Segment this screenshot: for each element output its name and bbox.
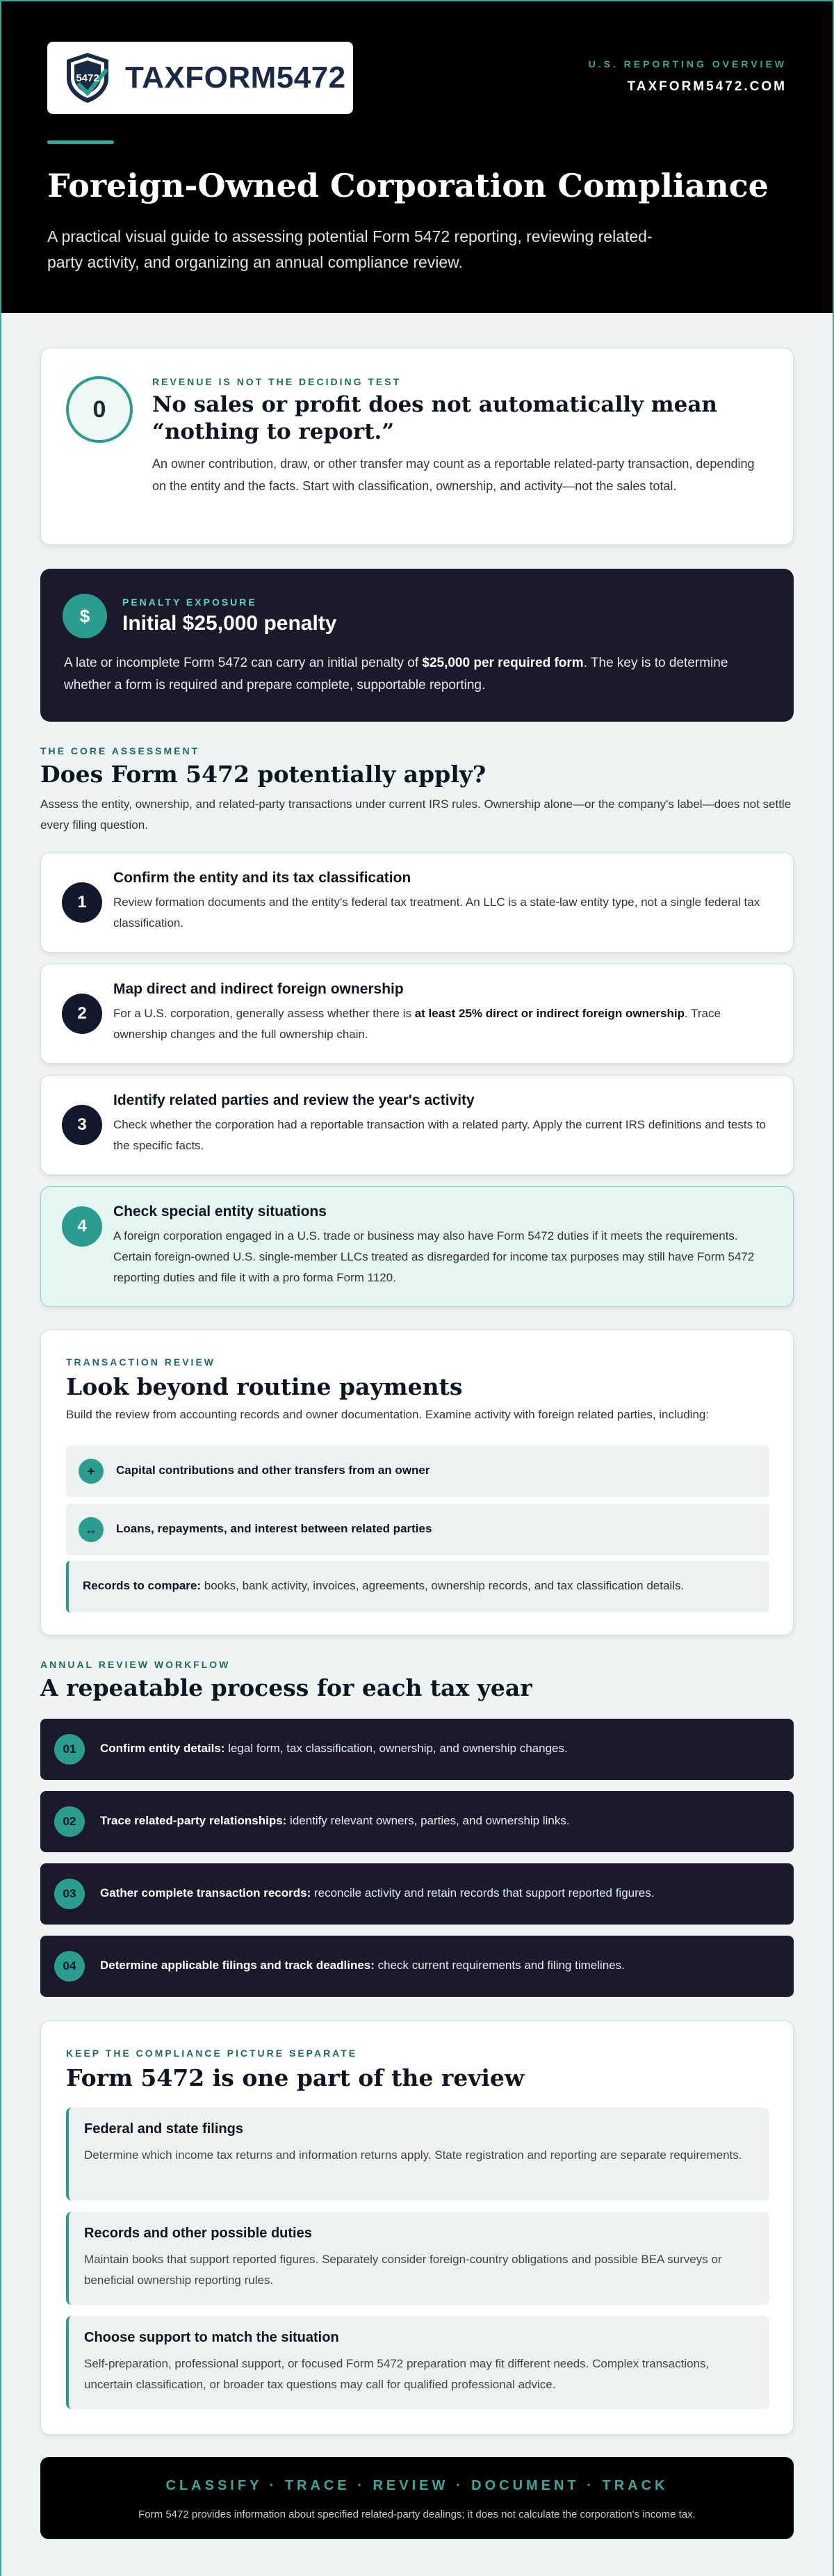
core-title: Does Form 5472 potentially apply? <box>40 761 486 788</box>
step-body <box>113 1003 774 1045</box>
step-title: Identify related parties and review the year's activity <box>113 1092 475 1108</box>
core-eyebrow: THE CORE ASSESSMENT <box>40 745 200 756</box>
compliance-item-body: Determine which income tax returns and information returns apply. State registration and reporting are separate requirements. <box>84 2148 742 2162</box>
step-number: 2 <box>62 994 102 1034</box>
workflow-eyebrow: ANNUAL REVIEW WORKFLOW <box>40 1659 231 1670</box>
compliance-item <box>66 2212 769 2305</box>
workflow-step-detail: legal form, tax classification, ownership, and ownership changes. <box>224 1742 568 1755</box>
workflow-step-number: 02 <box>54 1806 85 1837</box>
workflow-step-detail: identify relevant owners, parties, and ownership links. <box>286 1814 570 1827</box>
logo-text: TAXFORM5472 <box>125 60 346 95</box>
workflow-title: A repeatable process for each tax year <box>40 1674 532 1701</box>
compliance-item-title: Choose support to match the situation <box>84 2330 339 2345</box>
step-title: Check special entity situations <box>113 1204 327 1220</box>
assessment-step-2 <box>40 964 794 1064</box>
footer-tagline: CLASSIFY · TRACE · REVIEW · DOCUMENT · TRACK <box>165 2478 669 2493</box>
compliance-item <box>66 2316 769 2409</box>
transaction-item-label: Capital contributions and other transfers from an owner <box>116 1464 430 1477</box>
workflow-step-3 <box>40 1863 794 1925</box>
assessment-step-4 <box>40 1186 794 1307</box>
compliance-item-body: Self-preparation, professional support, or focused Form 5472 preparation may fit different needs. Complex transactions, uncertain classification, or broader tax questions may call for qualified professional advice. <box>84 2357 710 2391</box>
separate-eyebrow: KEEP THE COMPLIANCE PICTURE SEPARATE <box>66 2048 358 2059</box>
workflow-step-label: Confirm entity details: <box>100 1742 225 1755</box>
zero-badge: 0 <box>66 376 133 443</box>
records-to-compare <box>66 1561 769 1612</box>
compliance-item-title: Records and other possible duties <box>84 2226 312 2241</box>
records-label: Records to compare: <box>83 1579 202 1592</box>
workflow-step-1 <box>40 1719 794 1780</box>
logo-badge: 5472 <box>76 72 99 84</box>
compliance-item-title: Federal and state filings <box>84 2121 243 2137</box>
dollar-icon: $ <box>63 594 107 638</box>
revenue-card <box>40 348 794 545</box>
workflow-step-4 <box>40 1936 794 1997</box>
transaction-item <box>66 1504 769 1555</box>
page-footer <box>40 2457 794 2539</box>
transaction-eyebrow: TRANSACTION REVIEW <box>66 1356 215 1368</box>
step-body: Check whether the corporation had a reportable transaction with a related party. Apply the current IRS definitions and tests to the specific facts. <box>113 1118 766 1152</box>
step-body-text-end: . Trace ownership changes and the full ownership chain. <box>113 1007 721 1041</box>
core-description: Assess the entity, ownership, and related-party transactions under current IRS rules. Ownership alone—or the company's label—does not settle every filing question. <box>40 797 792 832</box>
step-number: 1 <box>62 882 102 923</box>
records-text: books, bank activity, invoices, agreements, ownership records, and tax classification details. <box>201 1579 685 1592</box>
logo[interactable] <box>47 42 353 114</box>
step-body-text: For a U.S. corporation, generally assess whether there is <box>113 1007 415 1020</box>
separate-title: Form 5472 is one part of the review <box>66 2064 525 2091</box>
compliance-item-body: Maintain books that support reported figures. Separately consider foreign-country obligations and possible BEA surveys or beneficial ownership reporting rules. <box>84 2253 722 2287</box>
header-site-link[interactable]: TAXFORM5472.COM <box>627 79 787 94</box>
shield-check-icon <box>60 50 115 106</box>
header-eyebrow: U.S. REPORTING OVERVIEW <box>588 58 787 70</box>
penalty-eyebrow: PENALTY EXPOSURE <box>122 597 257 608</box>
compliance-picture-card <box>40 2020 794 2435</box>
transaction-item-label: Loans, repayments, and interest between related parties <box>116 1522 432 1535</box>
penalty-body <box>64 652 773 697</box>
workflow-step-number: 03 <box>54 1879 85 1909</box>
workflow-step-label: Gather complete transaction records: <box>100 1886 311 1899</box>
workflow-step-detail: check current requirements and filing timelines. <box>374 1959 625 1972</box>
penalty-body-text: A late or incomplete Form 5472 can carry an initial penalty of <box>64 656 423 670</box>
plus-icon: + <box>79 1459 104 1484</box>
transaction-title: Look beyond routine payments <box>66 1373 463 1400</box>
step-body: Review formation documents and the entity's federal tax treatment. An LLC is a state-law entity type, not a single federal tax classification. <box>113 896 760 930</box>
arrows-exchange-icon: ↔ <box>79 1517 104 1542</box>
penalty-card <box>40 569 794 722</box>
footer-note: Form 5472 provides information about specified related-party dealings; it does not calculate the corporation's income tax. <box>138 2509 696 2520</box>
workflow-step-number: 01 <box>54 1734 85 1765</box>
transaction-item <box>66 1445 769 1497</box>
step-body: A foreign corporation engaged in a U.S. trade or business may also have Form 5472 duties if it meets the requirements. Certain foreign-owned U.S. single-member LLCs treated as disregarded for income tax purposes may still have Form 5472 reporting duties and file it with a pro forma Form 1120. <box>113 1229 755 1284</box>
compliance-item <box>66 2107 769 2201</box>
penalty-title: Initial $25,000 penalty <box>122 612 337 635</box>
transaction-review-card <box>40 1329 794 1635</box>
workflow-step-label: Trace related-party relationships: <box>100 1814 287 1827</box>
workflow-step-detail: reconcile activity and retain records that support reported figures. <box>311 1886 655 1899</box>
workflow-step-2 <box>40 1791 794 1852</box>
revenue-eyebrow: REVENUE IS NOT THE DECIDING TEST <box>152 376 402 387</box>
revenue-body: An owner contribution, draw, or other transfer may count as a reportable related-party transaction, depending on the entity and the facts. Start with classification, ownership, and activity—not the sales total. <box>152 457 755 494</box>
workflow-step-label: Determine applicable filings and track deadlines: <box>100 1959 375 1972</box>
workflow-step-text <box>100 1814 570 1828</box>
step-number: 4 <box>62 1206 102 1247</box>
page-title: Foreign-Owned Corporation Compliance <box>47 167 769 204</box>
workflow-step-text <box>100 1886 654 1900</box>
workflow-step-text <box>100 1959 625 1972</box>
transaction-description: Build the review from accounting records and owner documentation. Examine activity with foreign related parties, including: <box>66 1408 710 1421</box>
assessment-step-1 <box>40 852 794 953</box>
page-header <box>1 0 833 313</box>
step-title: Map direct and indirect foreign ownership <box>113 981 404 997</box>
penalty-amount: $25,000 per required form <box>422 656 584 670</box>
workflow-step-text <box>100 1742 568 1756</box>
page-subtitle: A practical visual guide to assessing potential Form 5472 reporting, reviewing related-party activity, and organizing an annual compliance review. <box>47 227 653 271</box>
penalty-body-text-end: . The key is to determine whether a form is required and prepare complete, supportable reporting. <box>64 656 728 693</box>
revenue-title: No sales or profit does not automatically mean “nothing to report.” <box>152 392 717 444</box>
accent-divider <box>47 140 114 144</box>
assessment-step-3 <box>40 1075 794 1175</box>
step-title: Confirm the entity and its tax classification <box>113 870 411 886</box>
ownership-threshold: at least 25% direct or indirect foreign ownership <box>414 1007 685 1020</box>
workflow-step-number: 04 <box>54 1951 85 1982</box>
step-number: 3 <box>62 1105 102 1145</box>
